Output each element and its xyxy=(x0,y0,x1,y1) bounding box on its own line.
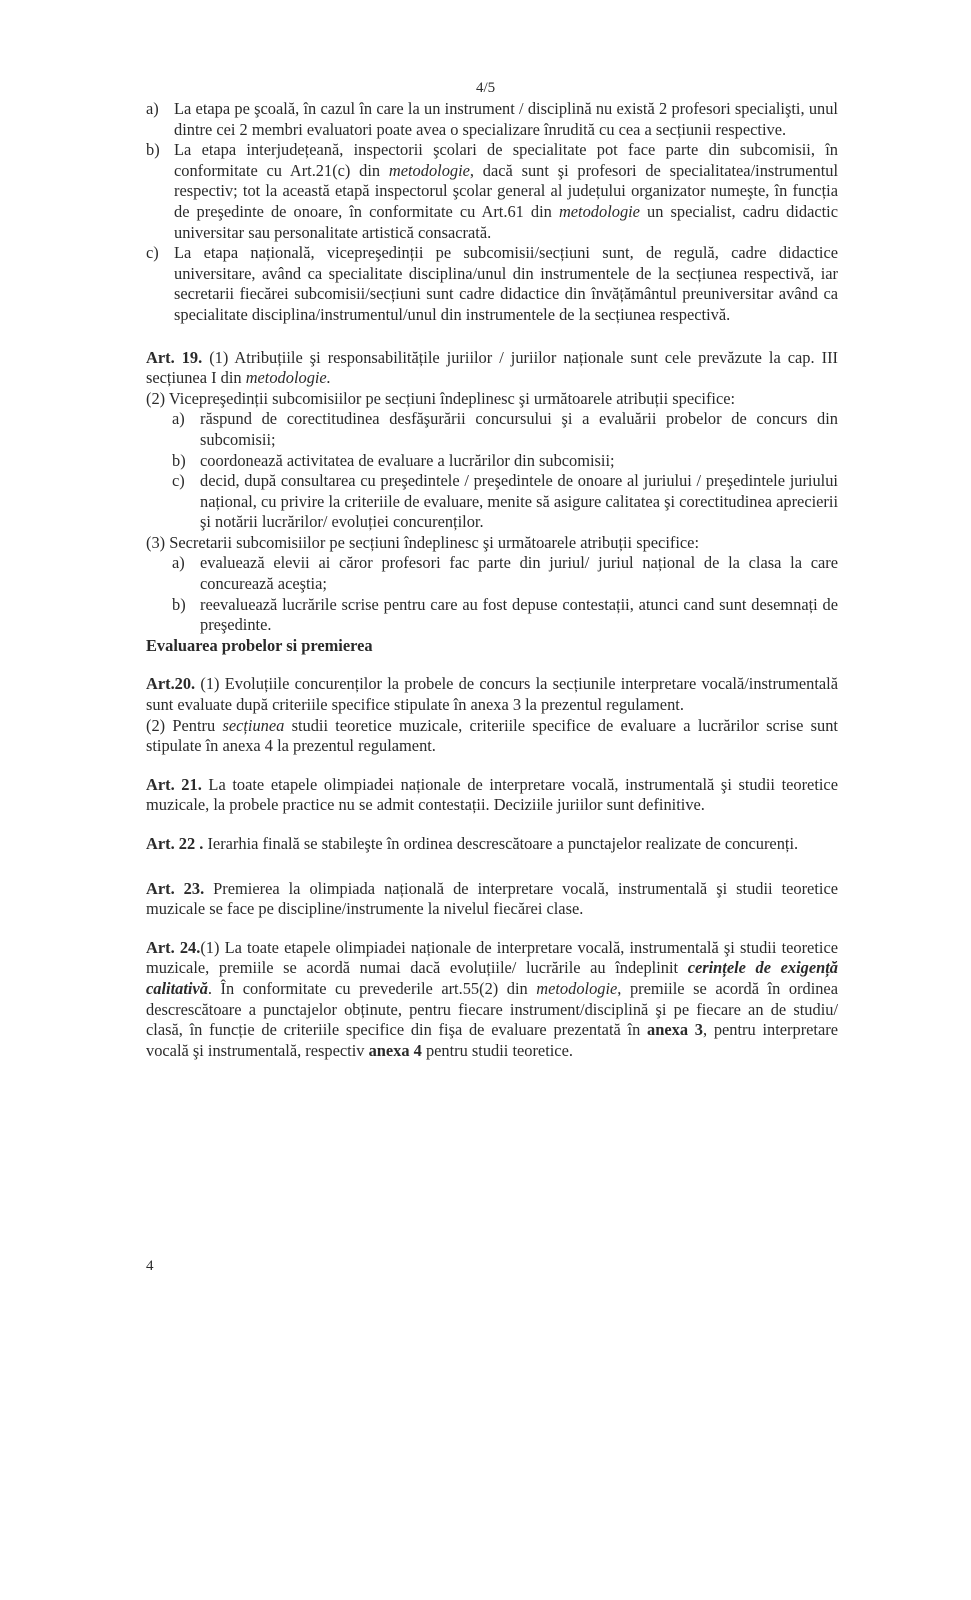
article-number: Art. 19. xyxy=(146,347,203,367)
article-number: Art.20. xyxy=(146,674,196,694)
article-21: Art. 21. La toate etapele olimpiadei naționale de interpretare vocală, instrumentală şi studii teoretice muzicale, la probele practice nu se admit contestații. Deciziile juriilor sunt definitive. xyxy=(146,774,838,815)
article-19-paragraph-3-list xyxy=(146,553,838,635)
article-20-paragraph-1: Art.20. (1) Evoluțiile concurenților la probele de concurs la secțiunile interpretare vocală/instrumentală sunt evaluate după criteriile specifice stipulate în anexa 3 la prezentul regulament. xyxy=(146,674,838,715)
list-item: c) decid, după consultarea cu preşedintele / preşedintele de onoare al juriului / preşedintele juriului național, cu privire la criteriile de evaluare, menite să asigure calitatea şi corectitudinea aprecierii şi notării lucrărilor/ evoluției concurenților. xyxy=(172,471,838,532)
article-22: Art. 22 . Ierarhia finală se stabileşte în ordinea descrescătoare a punctajelor realizate de concurenți. xyxy=(146,834,799,853)
page-header-number: 4/5 xyxy=(476,80,496,96)
article-19-paragraph-2-intro: (2) Vicepreşedinții subcomisiilor pe secțiuni îndeplinesc şi următoarele atribuții specifice: xyxy=(146,388,736,408)
list-item: b) La etapa interjudețeană, inspectorii şcolari de specialitate pot face parte din subcomisii, în conformitate cu Art.21(c) din metodologie, dacă sunt şi profesori de specialitatea/instrumentul respectiv; tot la această etapă inspectorul şcolar general al județului organizator numeşte, în funcția de preşedinte de onoare, în conformitate cu Art.61 din metodologie un specialist, cadru didactic universitar sau personalitate artistică consacrată. xyxy=(146,140,838,242)
list-item: a) La etapa pe şcoală, în cazul în care la un instrument / disciplină nu există 2 profesori specialişti, unul dintre cei 2 membri evaluatori poate avea o specializare înrudită cu cea a secțiunii respective. xyxy=(146,99,838,139)
article-number: Art. 23. xyxy=(146,878,205,898)
article-number: Art. 22 . xyxy=(146,834,204,853)
article-23: Art. 23. Premierea la olimpiada națională de interpretare vocală, instrumentală şi studii teoretice muzicale se face pe discipline/instrumente la nivelul fiecărei clase. xyxy=(146,878,838,919)
article-19-paragraph-2-list xyxy=(146,409,838,533)
article-number: Art. 24. xyxy=(146,937,201,957)
article-19-paragraph-3-intro: (3) Secretarii subcomisiilor pe secțiuni îndeplinesc şi următoarele atribuții specifice: xyxy=(146,532,699,552)
list-item: a) evaluează elevii ai căror profesori fac parte din juriul/ juriul național de la clasa la care concurează aceştia; xyxy=(172,553,838,594)
section-heading: Evaluarea probelor si premierea xyxy=(146,635,373,655)
page-footer-number: 4 xyxy=(146,1258,154,1274)
article-number: Art. 21. xyxy=(146,774,202,794)
document-body xyxy=(146,99,838,1061)
list-item: a) răspund de corectitudinea desfăşurării concursului şi a evaluării probelor de concurs din subcomisii; xyxy=(172,409,838,449)
list-item: c) La etapa națională, vicepreşedinții pe subcomisii/secțiuni sunt, de regulă, cadre didactice universitare, având ca specialitate disciplina/unul din instrumentele de la secțiunea respectivă, iar secretarii fiecărei subcomisii/secțiuni sunt cadre didactice din învățământul preuniversitar având ca specialitate disciplina/instrumentul/unul din instrumentele de la secțiunea respectivă. xyxy=(146,243,838,324)
list-item: b) coordonează activitatea de evaluare a lucrărilor din subcomisii; xyxy=(172,450,615,470)
article-20-paragraph-2: (2) Pentru secțiunea studii teoretice muzicale, criteriile specifice de evaluare a lucrărilor scrise sunt stipulate în anexa 4 la prezentul regulament. xyxy=(146,715,838,756)
article-24: Art. 24.(1) La toate etapele olimpiadei naționale de interpretare vocală, instrumentală şi studii teoretice muzicale, premiile se acordă numai dacă evoluțiile/ lucrările au îndeplinit cerințele de exigență calitativă. În conformitate cu prevederile art.55(2) din metodologie, premiile se acordă în ordinea descrescătoare a punctajelor obținute, pentru fiecare instrument/disciplină şi pe fiecare an de studiu/ clasă, în funcție de criteriile specifice din fişa de evaluare prezentată în anexa 3, pentru interpretare vocală şi instrumentală, respectiv anexa 4 pentru studii teoretice. xyxy=(146,937,839,1060)
article-19-paragraph-1: Art. 19. (1) Atribuțiile şi responsabilitățile juriilor / juriilor naționale sunt cele prevăzute la cap. III secțiunea I din metodologie. xyxy=(146,347,838,388)
list-item: b) reevaluează lucrările scrise pentru care au fost depuse contestații, atunci cand sunt desemnați de preşedinte. xyxy=(172,594,838,635)
